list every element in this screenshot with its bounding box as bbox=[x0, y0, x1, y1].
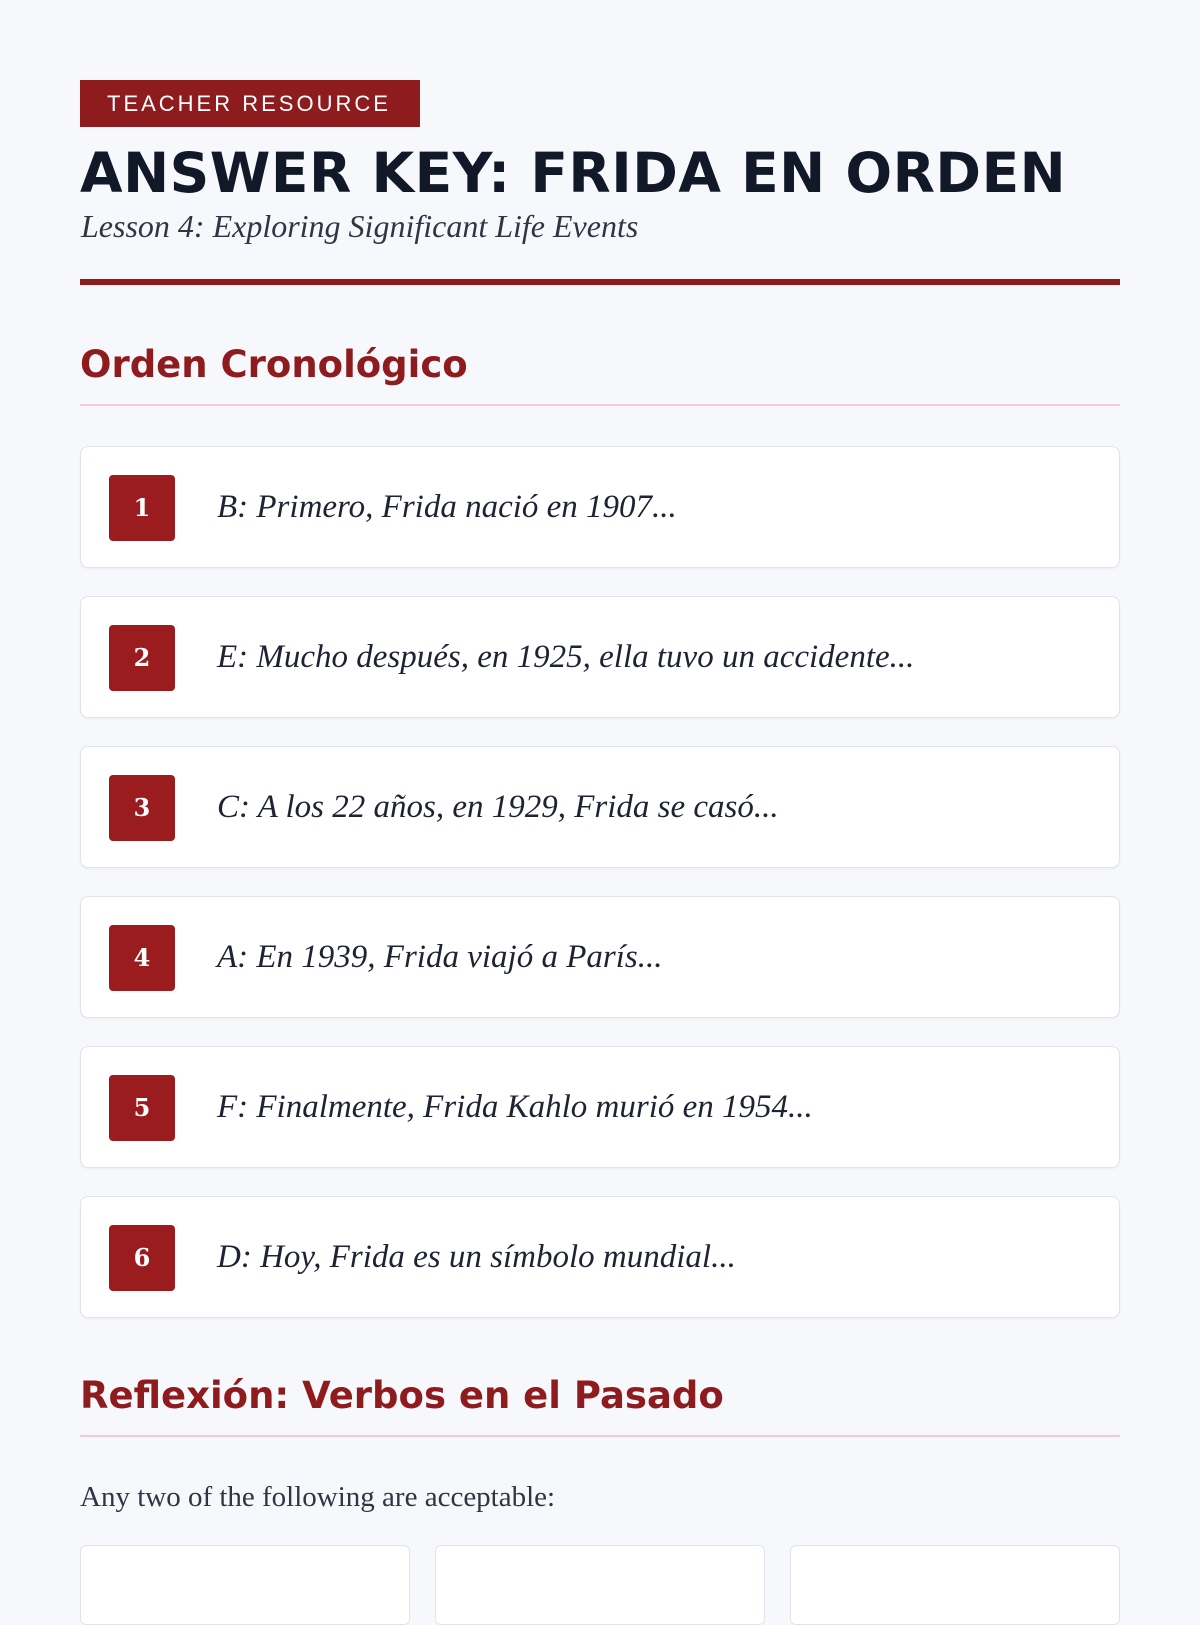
step-number-badge: 3 bbox=[109, 775, 175, 841]
reflection-divider bbox=[80, 1435, 1120, 1437]
step-text: A: En 1939, Frida viajó a París... bbox=[217, 939, 663, 975]
reflection-heading: Reflexión: Verbos en el Pasado bbox=[80, 1374, 724, 1417]
reflection-instructions: Any two of the following are acceptable: bbox=[80, 1481, 556, 1513]
step-text: B: Primero, Frida nació en 1907... bbox=[217, 489, 677, 525]
step-number-badge: 2 bbox=[109, 625, 175, 691]
chronology-item bbox=[80, 746, 1120, 868]
verb-card bbox=[435, 1545, 765, 1625]
page-title: ANSWER KEY: FRIDA EN ORDEN bbox=[80, 141, 1067, 205]
verb-card bbox=[790, 1545, 1120, 1625]
chronology-list bbox=[80, 446, 1120, 1318]
chronology-heading: Orden Cronológico bbox=[80, 343, 468, 386]
step-number-badge: 4 bbox=[109, 925, 175, 991]
chronology-item bbox=[80, 896, 1120, 1018]
verb-cards-row bbox=[80, 1545, 1120, 1625]
step-text: C: A los 22 años, en 1929, Frida se casó... bbox=[217, 789, 779, 825]
step-text: F: Finalmente, Frida Kahlo murió en 1954... bbox=[217, 1089, 813, 1125]
verb-card bbox=[80, 1545, 410, 1625]
lesson-subtitle: Lesson 4: Exploring Significant Life Events bbox=[81, 208, 639, 244]
chronology-item bbox=[80, 596, 1120, 718]
step-number-badge: 6 bbox=[109, 1225, 175, 1291]
chronology-item bbox=[80, 1196, 1120, 1318]
answer-key-page bbox=[80, 80, 1120, 1625]
step-text: D: Hoy, Frida es un símbolo mundial... bbox=[217, 1239, 736, 1275]
step-text: E: Mucho después, en 1925, ella tuvo un accidente... bbox=[217, 639, 915, 675]
step-number-badge: 1 bbox=[109, 475, 175, 541]
title-divider bbox=[80, 279, 1120, 285]
step-number-badge: 5 bbox=[109, 1075, 175, 1141]
teacher-resource-badge: TEACHER RESOURCE bbox=[80, 80, 420, 127]
chronology-divider bbox=[80, 404, 1120, 406]
chronology-item bbox=[80, 446, 1120, 568]
chronology-item bbox=[80, 1046, 1120, 1168]
